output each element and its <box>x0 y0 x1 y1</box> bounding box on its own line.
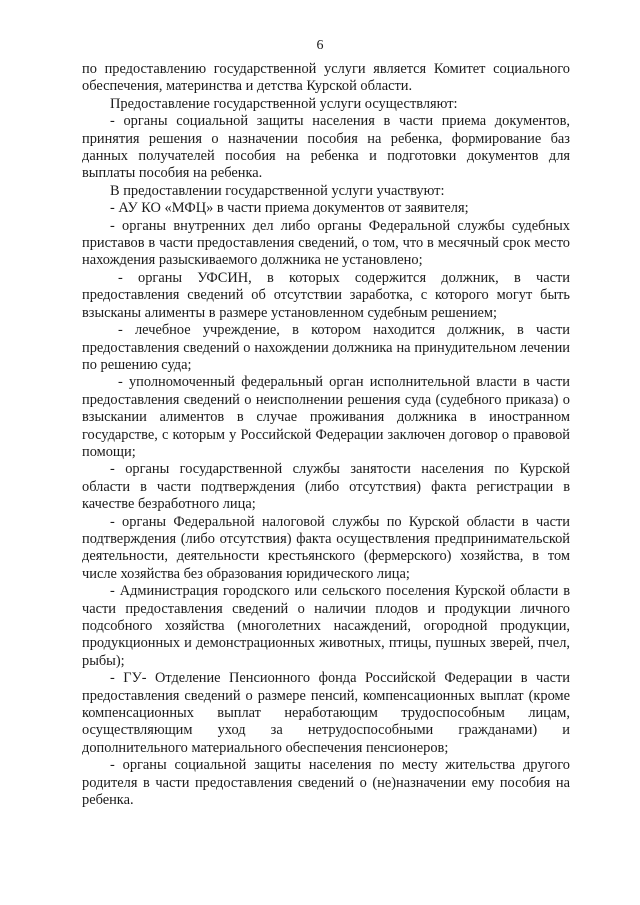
paragraph-providers-intro: Предоставление государственной услуги осуществляют: <box>110 95 458 112</box>
paragraph-federal-authority: - уполномоченный федеральный орган исполнительной власти в части предоставления сведений о неисполнении решения суда (судебного приказа) о взыскании алиментов в случае проживания должника в иностранном государстве, с которым у Российской Федерации заключен договор о правовой помощи; <box>82 374 570 460</box>
paragraph-mfc: - АУ КО «МФЦ» в части приема документов от заявителя; <box>110 200 469 217</box>
body-text <box>82 61 570 809</box>
paragraph-medical: - лечебное учреждение, в котором находится должник, в части предоставления сведений о нахождении должника на принудительном лечении по решению суда; <box>82 322 570 373</box>
paragraph-ufsin: - органы УФСИН, в которых содержится должник, в части предоставления сведений об отсутствии заработка, с которого могут быть взысканы алименты в размере установленном судебным решением; <box>82 269 570 321</box>
page-number: 6 <box>316 38 324 53</box>
paragraph-pension-fund: - ГУ- Отделение Пенсионного фонда Российской Федерации в части предоставления сведений о размере пенсий, компенсационных выплат (кроме компенсационных выплат неработающим трудоспособным лицам, осуществляющим уход за нетрудоспособными гражданами) и дополнительного материального обеспечения пенсионеров; <box>82 670 570 756</box>
paragraph-employment: - органы государственной службы занятости населения по Курской области в части подтверждения (либо отсутствия) факта регистрации в качестве безработного лица; <box>82 461 570 513</box>
paragraph-social-protection: - органы социальной защиты населения в части приема документов, принятия решения о назначении пособия на ребенка, формирование баз данных получателей пособия на ребенка и подготовки документов для выплаты пособия на ребенка. <box>82 113 570 182</box>
paragraph-tax-service: - органы Федеральной налоговой службы по Курской области в части подтверждения (либо отсутствия) факта осуществления предпринимательской деятельности, деятельности крестьянского (фермерского) хозяйства, в том числе хозяйства без образования юридического лица; <box>82 513 570 582</box>
paragraph-other-parent: - органы социальной защиты населения по месту жительства другого родителя в части предоставления сведений о (не)назначении ему пособия на ребенка. <box>82 757 570 809</box>
paragraph-continuation: по предоставлению государственной услуги является Комитет социального обеспечения, материнства и детства Курской области. <box>82 61 570 95</box>
paragraph-internal-affairs: - органы внутренних дел либо органы Федеральной службы судебных приставов в части предоставления сведений, о том, что в месячный срок место нахождения разыскиваемого должника не установлено; <box>82 217 570 269</box>
paragraph-participants-intro: В предоставлении государственной услуги участвуют: <box>110 182 445 199</box>
paragraph-administration: - Администрация городского или сельского поселения Курской области в части предоставления сведений о наличии плодов и продукции личного подсобного хозяйства (многолетних насаждений, огородной продукции, продукционных и демонстрационных животных, птицы, пушных зверей, пчел, рыбы); <box>82 583 570 669</box>
